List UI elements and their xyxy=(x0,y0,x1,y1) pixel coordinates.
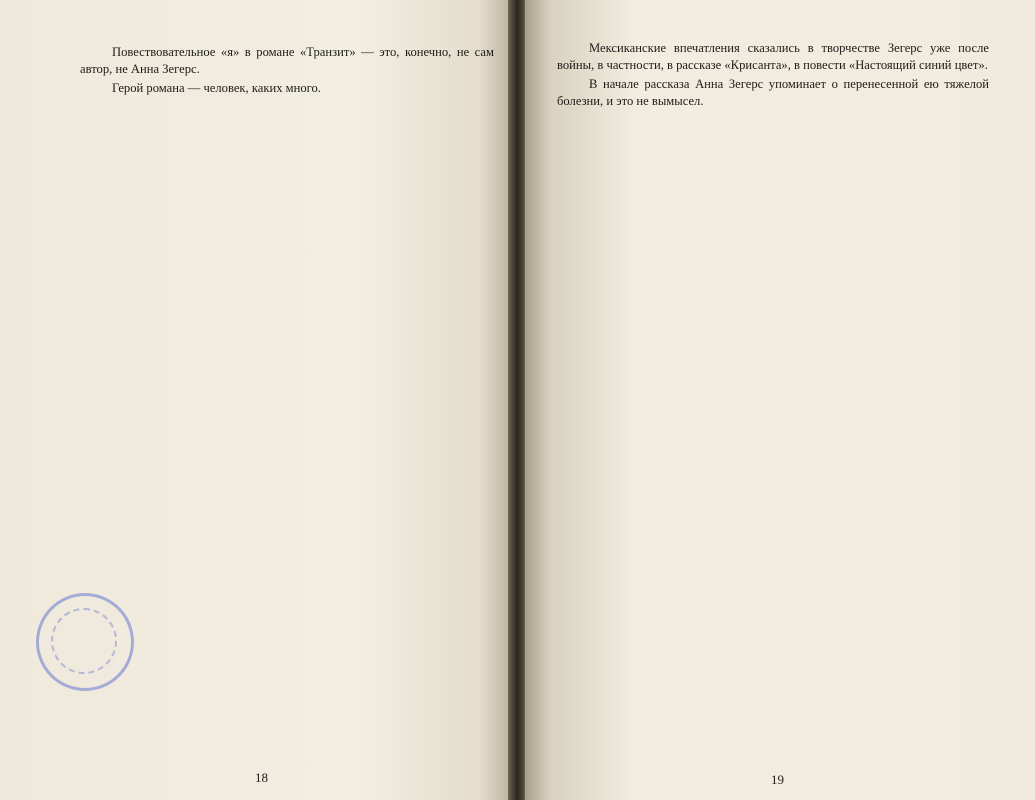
paragraph: В начале рассказа Анна Зегерс упоминает о перенесенной ею тяжелой болезни, и это не вымысел. xyxy=(557,76,989,108)
library-stamp-icon xyxy=(36,593,134,691)
paragraph: Герой романа — человек, каких много. xyxy=(112,80,321,95)
page-number: 19 xyxy=(771,772,784,787)
left-page-text xyxy=(80,44,494,97)
paragraph: Повествовательное «я» в романе «Транзит» — это, конечно, не сам автор, не Анна Зегерс. xyxy=(80,45,494,76)
right-page xyxy=(525,0,1035,800)
paragraph: Мексиканские впечатления сказались в творчестве Зегерс уже после войны, в частности, в рассказе «Крисанта», в повести «Настоящий синий цвет». xyxy=(557,41,989,72)
right-page-text xyxy=(557,40,989,110)
left-page xyxy=(0,0,510,800)
page-number: 18 xyxy=(255,770,268,785)
